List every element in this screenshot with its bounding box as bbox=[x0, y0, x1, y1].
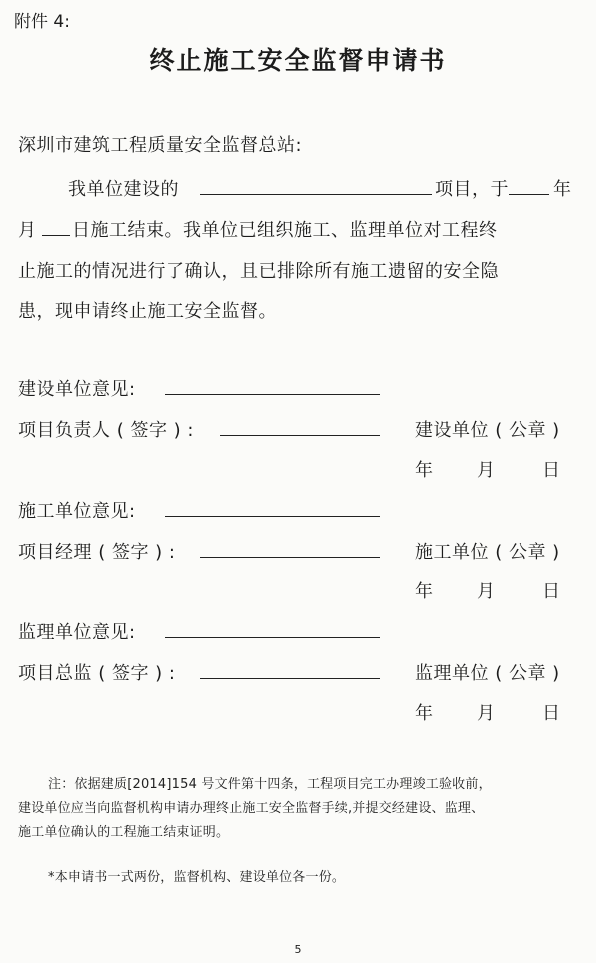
supervisor-unit-opinion-blank[interactable] bbox=[165, 637, 380, 638]
builder-unit-seal: 施工单位 ( 公章 ) bbox=[415, 542, 560, 563]
project-leader-sign-label: 项目负责人 ( 签字 ) : bbox=[18, 420, 194, 441]
note-line-1: 注：依据建质[2014]154 号文件第十四条，工程项目完工办理竣工验收前， bbox=[48, 777, 492, 792]
supervisor-unit-opinion-label: 监理单位意见: bbox=[18, 622, 136, 643]
month-blank[interactable] bbox=[42, 235, 70, 236]
body-line-1-a: 我单位建设的 bbox=[68, 179, 179, 200]
body-line-2-b: 日施工结束。我单位已组织施工、监理单位对工程终 bbox=[72, 220, 498, 241]
year-blank[interactable] bbox=[509, 194, 549, 195]
construction-unit-opinion-label: 建设单位意见: bbox=[18, 379, 136, 400]
chief-supervisor-sign-blank[interactable] bbox=[200, 678, 380, 679]
date-year-3: 年 bbox=[415, 703, 433, 724]
date-month-2: 月 bbox=[477, 581, 495, 602]
date-day-1: 日 bbox=[542, 460, 560, 481]
construction-unit-opinion-blank[interactable] bbox=[165, 394, 380, 395]
document-title: 终止施工安全监督申请书 bbox=[149, 46, 447, 75]
project-manager-sign-blank[interactable] bbox=[200, 557, 380, 558]
builder-unit-opinion-blank[interactable] bbox=[165, 516, 380, 517]
date-month-3: 月 bbox=[477, 703, 495, 724]
page-number: 5 bbox=[294, 943, 302, 956]
body-line-2-a: 月 bbox=[18, 220, 37, 241]
date-day-2: 日 bbox=[542, 581, 560, 602]
body-line-1-b: 项目，于 bbox=[435, 179, 509, 200]
body-line-4: 患，现申请终止施工安全监督。 bbox=[18, 301, 277, 322]
note-line-3: 施工单位确认的工程施工结束证明。 bbox=[18, 825, 230, 840]
date-day-3: 日 bbox=[542, 703, 560, 724]
chief-supervisor-sign-label: 项目总监 ( 签字 ) : bbox=[18, 663, 176, 684]
project-name-blank[interactable] bbox=[200, 194, 432, 195]
attachment-label: 附件 4: bbox=[14, 12, 70, 32]
body-line-3: 止施工的情况进行了确认，且已排除所有施工遗留的安全隐 bbox=[18, 261, 499, 282]
note-copies: *本申请书一式两份，监督机构、建设单位各一份。 bbox=[48, 870, 346, 885]
construction-unit-seal: 建设单位 ( 公章 ) bbox=[415, 420, 560, 441]
addressee: 深圳市建筑工程质量安全监督总站: bbox=[18, 135, 303, 156]
date-year-1: 年 bbox=[415, 460, 433, 481]
project-leader-sign-blank[interactable] bbox=[220, 435, 380, 436]
date-year-2: 年 bbox=[415, 581, 433, 602]
builder-unit-opinion-label: 施工单位意见: bbox=[18, 501, 136, 522]
supervisor-unit-seal: 监理单位 ( 公章 ) bbox=[415, 663, 560, 684]
date-month-1: 月 bbox=[477, 460, 495, 481]
note-line-2: 建设单位应当向监督机构申请办理终止施工安全监督手续,并提交经建设、监理、 bbox=[18, 801, 485, 816]
body-line-1-c: 年 bbox=[553, 179, 572, 200]
project-manager-sign-label: 项目经理 ( 签字 ) : bbox=[18, 542, 176, 563]
